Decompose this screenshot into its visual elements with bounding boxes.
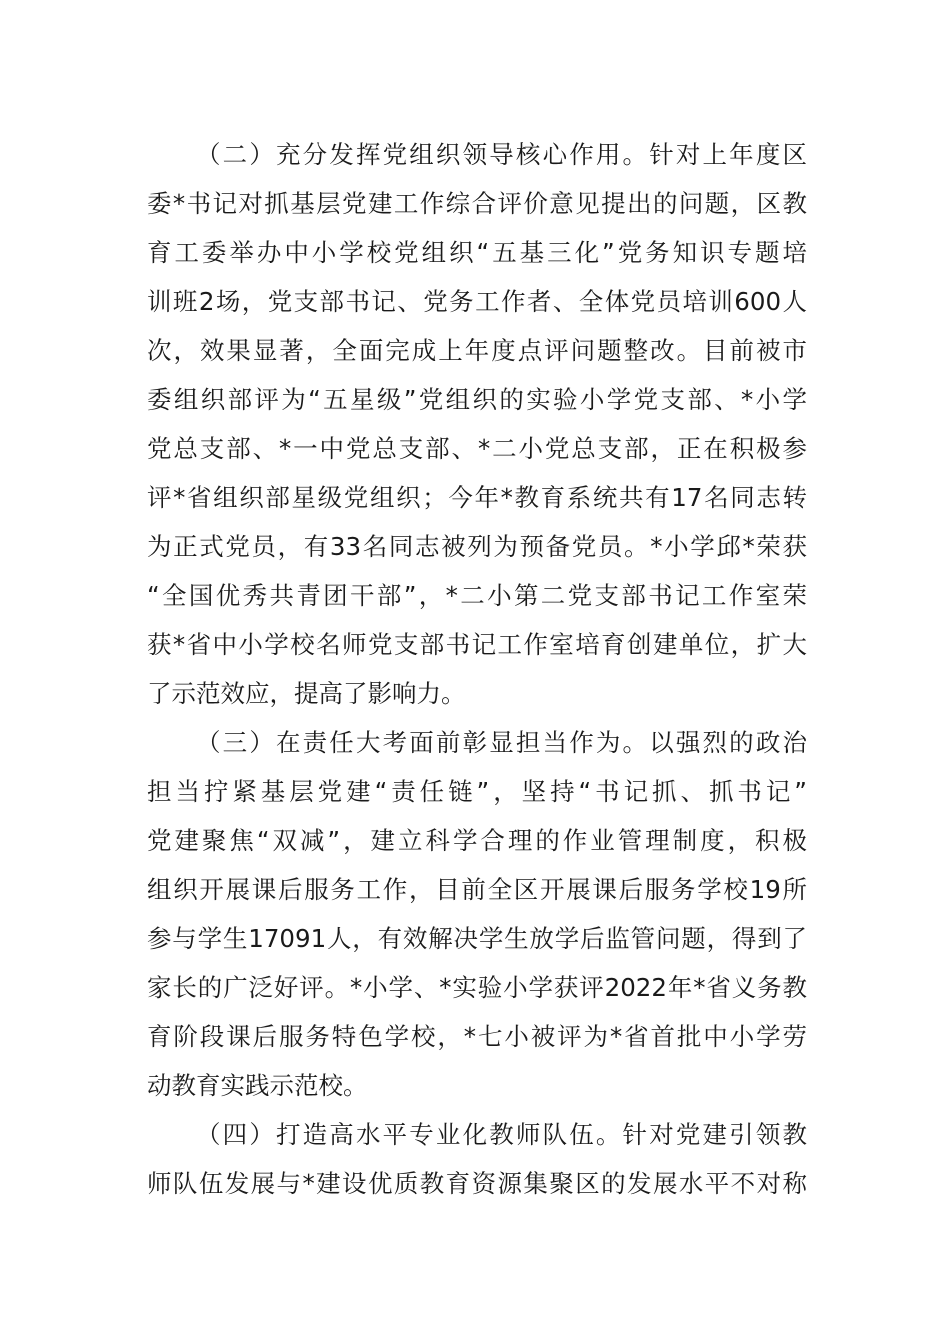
paragraph-2-line-3: 育工委举办中小学校党组织“五基三化”党务知识专题培: [147, 238, 807, 267]
paragraph-2-line-4: 训班2场，党支部书记、党务工作者、全体党员培训600人: [147, 287, 807, 316]
paragraph-4-line-1: （四）打造高水平专业化教师队伍。针对党建引领教: [196, 1120, 807, 1149]
paragraph-3-line-4: 组织开展课后服务工作，目前全区开展课后服务学校19所: [147, 875, 807, 904]
paragraph-2-line-1: （二）充分发挥党组织领导核心作用。针对上年度区: [196, 140, 807, 169]
paragraph-2-line-5: 次，效果显著，全面完成上年度点评问题整改。目前被市: [147, 336, 807, 365]
paragraph-3-line-1: （三）在责任大考面前彰显担当作为。以强烈的政治: [196, 728, 807, 757]
paragraph-4-line-2: 师队伍发展与*建设优质教育资源集聚区的发展水平不对称: [147, 1169, 807, 1198]
paragraph-2-line-9: 为正式党员，有33名同志被列为预备党员。*小学邱*荣获: [147, 532, 807, 561]
paragraph-3-line-5: 参与学生17091人，有效解决学生放学后监管问题，得到了: [147, 924, 807, 953]
paragraph-2-line-8: 评*省组织部星级党组织；今年*教育系统共有17名同志转: [147, 483, 807, 512]
paragraph-2-line-6: 委组织部评为“五星级”党组织的实验小学党支部、*小学: [147, 385, 807, 414]
paragraph-3-line-8: 动教育实践示范校。: [147, 1071, 368, 1100]
paragraph-3-line-6: 家长的广泛好评。*小学、*实验小学获评2022年*省义务教: [147, 973, 807, 1002]
paragraph-2-line-10: “全国优秀共青团干部”，*二小第二党支部书记工作室荣: [147, 581, 807, 610]
paragraph-2-line-2: 委*书记对抓基层党建工作综合评价意见提出的问题，区教: [147, 189, 807, 218]
document-page: [147, 130, 807, 1208]
paragraph-3-line-3: 党建聚焦“双减”，建立科学合理的作业管理制度，积极: [147, 826, 807, 855]
paragraph-3-line-2: 担当拧紧基层党建“责任链”，坚持“书记抓、抓书记”: [147, 777, 807, 806]
paragraph-2-line-12: 了示范效应，提高了影响力。: [147, 679, 466, 708]
paragraph-2-line-11: 获*省中小学校名师党支部书记工作室培育创建单位，扩大: [147, 630, 807, 659]
paragraph-3-line-7: 育阶段课后服务特色学校，*七小被评为*省首批中小学劳: [147, 1022, 807, 1051]
paragraph-2-line-7: 党总支部、*一中党总支部、*二小党总支部，正在积极参: [147, 434, 807, 463]
